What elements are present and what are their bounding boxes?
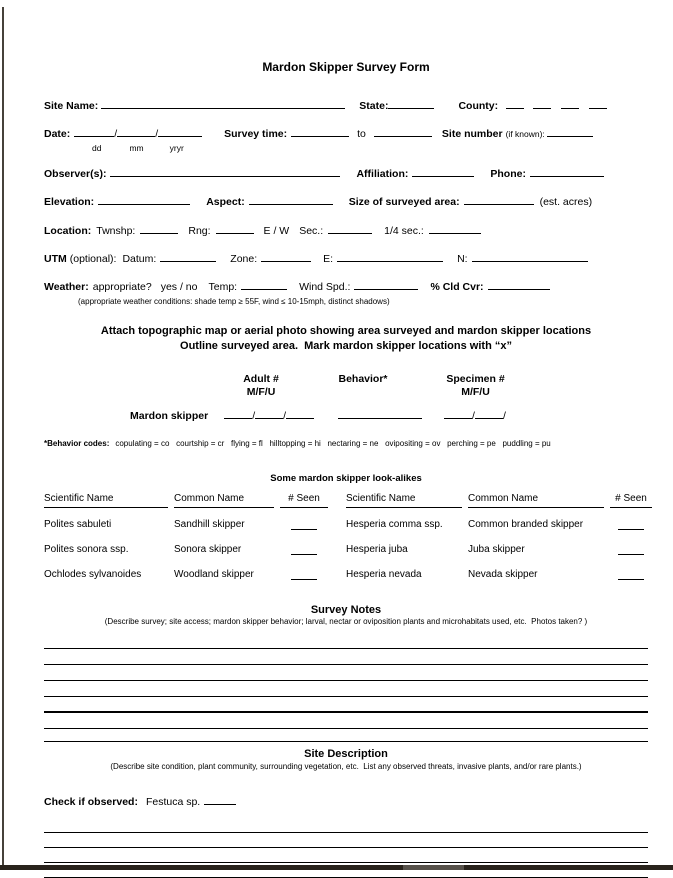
seen-blank <box>291 519 317 530</box>
adult-label: Adult # <box>243 373 279 385</box>
survey-notes-line <box>44 729 648 742</box>
lookalikes-row-3 <box>44 569 648 584</box>
left-seen-header: # Seen <box>280 493 328 508</box>
date-dd-blank <box>74 126 114 137</box>
northing-label: N: <box>457 253 468 265</box>
weather-conditions-row <box>44 295 648 308</box>
seen-blank <box>618 544 644 555</box>
survey-time-label: Survey time: <box>224 128 288 140</box>
county-blank-1 <box>506 98 524 109</box>
location-label: Location: <box>44 225 92 237</box>
time-end-blank <box>374 126 432 137</box>
site-description-line <box>44 848 648 863</box>
utm-label: UTM <box>44 253 67 265</box>
elevation-blank <box>98 194 190 205</box>
behavior-blank <box>338 408 422 419</box>
county-blank-2 <box>533 98 551 109</box>
behavior-column-header <box>316 373 410 399</box>
date-yr-blank <box>158 126 202 137</box>
dd-label: dd <box>92 143 102 153</box>
rng-label: Rng: <box>188 225 211 237</box>
form-title: Mardon Skipper Survey Form <box>262 60 430 74</box>
date-slash-1: / <box>114 128 118 140</box>
scientific-name-cell: Hesperia comma ssp. <box>346 519 443 530</box>
size-blank <box>464 194 534 205</box>
datum-blank <box>160 251 216 262</box>
rng-blank <box>216 223 254 234</box>
phone-label: Phone: <box>490 168 526 180</box>
temp-label: Temp: <box>208 281 238 293</box>
map-instruction-line2: Outline surveyed area. Mark mardon skipper locations with “x” <box>180 340 512 352</box>
left-common-name-header: Common Name <box>174 493 274 508</box>
survey-notes-title: Survey Notes <box>310 604 382 616</box>
cloud-cover-blank <box>488 279 550 290</box>
lookalikes-header-row <box>44 493 648 508</box>
common-name-cell: Woodland skipper <box>174 569 254 580</box>
scientific-name-cell: Hesperia juba <box>346 544 408 555</box>
easting-blank <box>337 251 443 262</box>
lookalikes-row-1 <box>44 519 648 534</box>
common-name-cell: Sandhill skipper <box>174 519 245 530</box>
common-name-cell: Sonora skipper <box>174 544 242 555</box>
aspect-label: Aspect: <box>206 196 245 208</box>
wind-label: Wind Spd.: <box>299 281 351 293</box>
behavior-codes-label: *Behavior codes: <box>44 439 110 448</box>
specimen-slash-2: / <box>502 410 506 422</box>
county-label: County: <box>458 100 499 112</box>
common-name-cell: Common branded skipper <box>468 519 584 530</box>
seen-cell <box>610 544 652 559</box>
seen-cell <box>610 519 652 534</box>
festuca-blank <box>204 794 236 805</box>
scientific-name-cell: Hesperia nevada <box>346 569 422 580</box>
seen-cell <box>280 569 328 584</box>
survey-notes-description: (Describe survey; site access; mardon skipper behavior; larval, nectar or oviposition plants and microhabitats used, etc. Photos taken? ) <box>104 617 588 626</box>
adult-slash-2: / <box>283 410 287 422</box>
seen-blank <box>618 569 644 580</box>
site-name-row <box>44 98 648 113</box>
adult-mfu-label: M/F/U <box>246 386 276 398</box>
time-start-blank <box>291 126 349 137</box>
state-blank <box>388 98 434 109</box>
county-blank-3 <box>561 98 579 109</box>
right-common-name-header: Common Name <box>468 493 604 508</box>
behavior-label: Behavior* <box>338 373 388 385</box>
seen-cell <box>610 569 652 584</box>
date-slash-2: / <box>155 128 159 140</box>
check-if-observed-row <box>44 794 648 809</box>
date-sublabels-row <box>44 142 648 155</box>
twnshp-label: Twnshp: <box>96 225 136 237</box>
weather-conditions-note: (appropriate weather conditions: shade temp ≥ 55F, wind ≤ 10-15mph, distinct shadows) <box>78 297 390 306</box>
observer-row <box>44 166 648 181</box>
specimen-m-blank <box>444 408 472 419</box>
left-scientific-name-header: Scientific Name <box>44 493 168 508</box>
sec-blank <box>328 223 372 234</box>
county-blank-4 <box>589 98 607 109</box>
zone-label: Zone: <box>230 253 258 265</box>
utm-row <box>44 251 648 266</box>
state-label: State: <box>359 100 389 112</box>
date-row <box>44 126 648 141</box>
survey-notes-line <box>44 633 648 649</box>
observers-label: Observer(s): <box>44 168 107 180</box>
seen-blank <box>291 544 317 555</box>
sec-label: Sec.: <box>299 225 324 237</box>
scientific-name-cell: Polites sabuleti <box>44 519 112 530</box>
observers-blank <box>110 166 340 177</box>
phone-blank <box>530 166 604 177</box>
location-row <box>44 223 648 238</box>
right-scientific-name-header: Scientific Name <box>346 493 462 508</box>
specimen-label: Specimen # <box>446 373 505 385</box>
scientific-name-cell: Ochlodes sylvanoides <box>44 569 142 580</box>
festuca-label: Festuca sp. <box>145 796 201 808</box>
seen-cell <box>280 519 328 534</box>
survey-notes-line <box>44 697 648 713</box>
specimen-mfu-label: M/F/U <box>461 386 490 398</box>
quarter-sec-label: 1/4 sec.: <box>384 225 424 237</box>
specimen-f-blank <box>475 408 503 419</box>
common-name-cell: Juba skipper <box>468 544 525 555</box>
specimen-slash-1: / <box>472 410 475 422</box>
date-mm-blank <box>117 126 155 137</box>
ew-label: E / W <box>263 225 290 237</box>
adult-f-blank <box>255 408 283 419</box>
weather-row <box>44 279 648 294</box>
wind-blank <box>354 279 418 290</box>
behavior-codes-row <box>44 437 648 450</box>
site-number-blank <box>547 126 593 137</box>
est-acres-label: (est. acres) <box>539 196 593 208</box>
survey-notes-line <box>44 681 648 697</box>
to-label: to <box>357 128 366 140</box>
utm-optional-label: (optional): <box>69 253 117 265</box>
elevation-label: Elevation: <box>44 196 95 208</box>
specimen-column-header <box>418 373 533 399</box>
affiliation-blank <box>412 166 474 177</box>
mardon-count-row <box>44 408 648 423</box>
northing-blank <box>472 251 588 262</box>
right-seen-header: # Seen <box>610 493 652 508</box>
site-number-note: (if known): <box>505 129 545 139</box>
zone-blank <box>261 251 311 262</box>
weather-yes-no: yes / no <box>160 281 198 293</box>
seen-blank <box>291 569 317 580</box>
site-description-line <box>44 833 648 848</box>
date-label: Date: <box>44 128 71 140</box>
cloud-cover-label: % Cld Cvr: <box>430 281 484 293</box>
survey-notes-line <box>44 665 648 681</box>
weather-label: Weather: <box>44 281 89 293</box>
elevation-row <box>44 194 648 209</box>
map-instruction-line1: Attach topographic map or aerial photo showing area surveyed and mardon skipper locations <box>100 325 592 337</box>
scrollbar-thumb[interactable] <box>403 865 464 870</box>
mardon-skipper-label: Mardon skipper <box>130 410 209 422</box>
site-name-blank <box>101 98 345 109</box>
size-label: Size of surveyed area: <box>348 196 460 208</box>
common-name-cell: Nevada skipper <box>468 569 538 580</box>
weather-appropriate-label: appropriate? <box>92 281 152 293</box>
temp-blank <box>241 279 287 290</box>
site-name-label: Site Name: <box>44 100 99 112</box>
quarter-sec-blank <box>429 223 481 234</box>
count-table-header <box>44 373 648 399</box>
behavior-codes-list: copulating = co courtship = cr flying = fl hilltopping = hi nectaring = ne ovipositing = ov perching = pe puddling = pu <box>115 439 551 448</box>
adult-column-header <box>206 373 316 399</box>
page-bottom-edge <box>0 865 673 870</box>
site-number-label: Site number <box>441 128 503 140</box>
twnshp-blank <box>140 223 178 234</box>
seen-blank <box>618 519 644 530</box>
datum-label: Datum: <box>122 253 157 265</box>
lookalikes-row-2 <box>44 544 648 559</box>
easting-label: E: <box>323 253 334 265</box>
scientific-name-cell: Polites sonora ssp. <box>44 544 129 555</box>
adult-m-blank <box>224 408 252 419</box>
site-description-line <box>44 818 648 833</box>
adult-u-blank <box>286 408 314 419</box>
aspect-blank <box>249 194 333 205</box>
affiliation-label: Affiliation: <box>356 168 409 180</box>
survey-notes-line <box>44 713 648 729</box>
mm-label: mm <box>129 143 144 153</box>
adult-slash-1: / <box>252 410 256 422</box>
seen-cell <box>280 544 328 559</box>
survey-notes-line <box>44 649 648 665</box>
site-description-description: (Describe site condition, plant community, surrounding vegetation, etc. List any observed threats, invasive plants, and/or rare plants.) <box>110 762 582 771</box>
yryr-label: yryr <box>169 143 184 153</box>
site-description-title: Site Description <box>304 748 388 760</box>
lookalikes-title: Some mardon skipper look-alikes <box>270 473 422 484</box>
check-if-observed-label: Check if observed: <box>44 796 138 808</box>
